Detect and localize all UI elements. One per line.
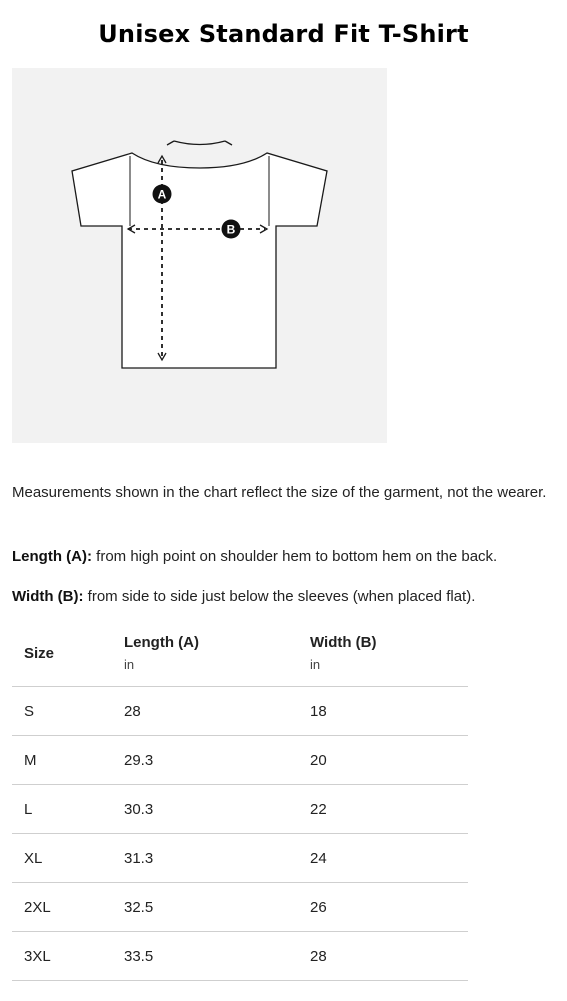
table-row <box>12 834 468 883</box>
tshirt-diagram <box>12 68 387 443</box>
length-definition-label: Length (A): <box>12 548 92 565</box>
header-length-unit: in <box>124 657 135 672</box>
cell-size: 2XL <box>12 883 112 932</box>
cell-width: 18 <box>298 687 468 736</box>
header-width-unit: in <box>310 657 321 672</box>
cell-length: 28 <box>112 687 298 736</box>
cell-length: 30.3 <box>112 785 298 834</box>
cell-width: 26 <box>298 883 468 932</box>
measurement-note: Measurements shown in the chart reflect the size of the garment, not the wearer. <box>12 484 547 501</box>
cell-length: 31.3 <box>112 834 298 883</box>
label-a-text: A <box>157 187 167 202</box>
cell-length: 29.3 <box>112 736 298 785</box>
cell-width: 28 <box>298 932 468 981</box>
cell-length: 32.5 <box>112 883 298 932</box>
table-row <box>12 932 468 981</box>
cell-size: S <box>12 687 112 736</box>
width-definition <box>12 585 564 609</box>
header-width <box>298 620 468 687</box>
header-length-label: Length (A) <box>124 634 199 651</box>
label-b-text: B <box>226 222 236 237</box>
cell-width: 20 <box>298 736 468 785</box>
page-title: Unisex Standard Fit T-Shirt <box>98 20 469 48</box>
cell-width: 22 <box>298 785 468 834</box>
header-width-label: Width (B) <box>310 634 377 651</box>
cell-size: L <box>12 785 112 834</box>
cell-size: M <box>12 736 112 785</box>
cell-width: 24 <box>298 834 468 883</box>
table-header-row <box>12 620 468 687</box>
size-table <box>12 620 468 981</box>
table-row <box>12 883 468 932</box>
tshirt-illustration <box>12 68 387 443</box>
cell-length: 33.5 <box>112 932 298 981</box>
length-definition <box>12 545 564 569</box>
table-row <box>12 785 468 834</box>
cell-size: XL <box>12 834 112 883</box>
cell-size: 3XL <box>12 932 112 981</box>
table-row <box>12 736 468 785</box>
tshirt-collar <box>174 141 225 145</box>
width-definition-label: Width (B): <box>12 588 84 605</box>
header-size: Size <box>12 620 112 687</box>
width-definition-text: from side to side just below the sleeves (when placed flat). <box>83 588 476 605</box>
header-length <box>112 620 298 687</box>
tshirt-outline <box>72 153 327 368</box>
table-row <box>12 687 468 736</box>
length-definition-text: from high point on shoulder hem to bottom hem on the back. <box>91 548 498 565</box>
